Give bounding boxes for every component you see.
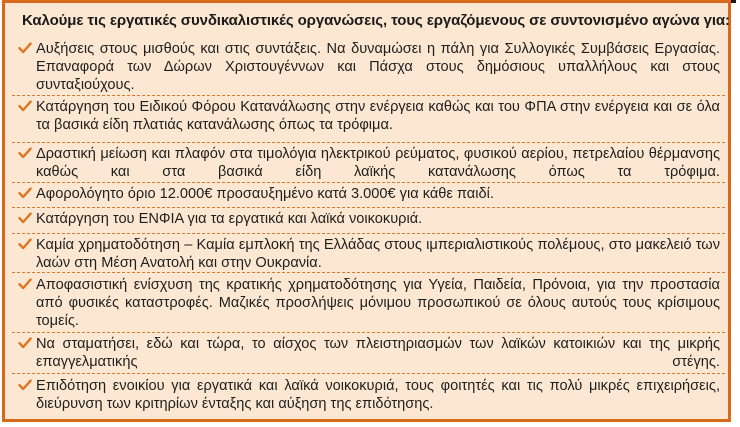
divider <box>12 233 725 234</box>
check-mark-icon <box>18 211 32 225</box>
demand-text: Κατάργηση του Ειδικού Φόρου Κατανάλωσης στην ενέργεια καθώς και του ΦΠΑ στην ενέργεια και σε όλα τα βασικά είδη πλατιάς κατανάλωσης όπως τα τρόφιμα. <box>36 99 720 133</box>
divider <box>12 272 725 273</box>
demand-text: Να σταματήσει, εδώ και τώρα, το αίσχος των πλειστηριασμών των λαϊκών κατοικιών και της μικρής επαγγελματικής στέγης. <box>36 336 720 370</box>
divider <box>12 142 725 143</box>
divider <box>12 332 725 333</box>
demand-text: Καμία χρηματοδότηση – Καμία εμπλοκή της Ελλάδας στους ιμπεριαλιστικούς πολέμους, στο μακελειό των λαών στη Μέση Ανατολή και στην Ουκρανία. <box>36 237 720 271</box>
check-mark-icon <box>18 336 32 350</box>
demand-text: Επιδότηση ενοικίου για εργατικά και λαϊκά νοικοκυριά, τους φοιτητές και τις πολύ μικρές επιχειρήσεις, διεύρυνση των κριτηρίων ένταξης και αύξηση της επιδότησης. <box>36 378 720 412</box>
divider <box>12 95 725 96</box>
check-mark-icon <box>18 237 32 251</box>
divider <box>12 182 725 183</box>
demand-text: Αφορολόγητο όριο 12.000€ προσαυξημένο κατά 3.000€ για κάθε παιδί. <box>36 186 494 202</box>
check-mark-icon <box>18 378 32 392</box>
check-mark-icon <box>18 186 32 200</box>
check-mark-icon <box>18 146 32 160</box>
demand-text: Δραστική μείωση και πλαφόν στα τιμολόγια ηλεκτρικού ρεύματος, φυσικού αερίου, πετρελαίου θέρμανσης καθώς και στα βασικά είδη λαϊκής κατανάλωσης όπως τα τρόφιμα. <box>36 146 720 180</box>
check-mark-icon <box>18 99 32 113</box>
demand-text: Αποφασιστική ενίσχυση της κρατικής χρηματοδότησης για Υγεία, Παιδεία, Πρόνοια, για την προστασία από φυσικές καταστροφές. Μαζικές προσλήψεις μόνιμου προσωπικού σε όλους αυτούς τους κρίσιμους τομείς. <box>36 277 720 329</box>
check-mark-icon <box>18 41 32 55</box>
divider <box>12 373 725 374</box>
divider <box>12 207 725 208</box>
intro-heading: Καλούμε τις εργατικές συνδικαλιστικές οργανώσεις, τους εργαζόμενους σε συντονισμένο αγώνα για: <box>22 12 730 29</box>
demand-text: Αυξήσεις στους μισθούς και στις συντάξεις. Να δυναμώσει η πάλη για Συλλογικές Συμβάσεις Εργασίας. Επαναφορά των Δώρων Χριστουγέννων και Πάσχα στους δημόσιους υπαλλήλους και στους συνταξιούχους. <box>36 41 720 93</box>
demand-text: Κατάργηση του ΕΝΦΙΑ για τα εργατικά και λαϊκά νοικοκυριά. <box>36 211 423 227</box>
check-mark-icon <box>18 277 32 291</box>
